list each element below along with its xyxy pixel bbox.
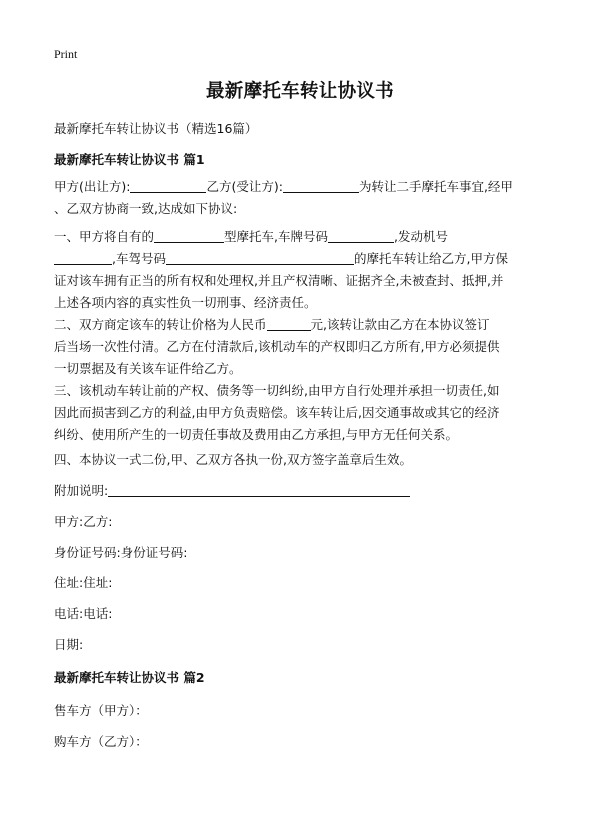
clause-1-row-2 [54, 248, 554, 270]
date-line: 日期: [54, 637, 84, 652]
clause-2-part-b: 元,该转让款由乙方在本协议签订 [310, 317, 490, 332]
addresses-line: 住址:住址: [54, 575, 113, 590]
clause-1-part-e: 的摩托车转让给乙方,甲方保 [353, 251, 508, 266]
clause-3-row-3: 纠纷、使用所产生的一切责任事故及费用由乙方承担,与甲方无任何关系。 [54, 427, 458, 442]
clause-1-row-3: 证对该车拥有正当的所有权和处理权,并且产权清晰、证据齐全,未被查封、抵押,并 [54, 273, 504, 288]
clause-4: 四、本协议一式二份,甲、乙双方各执一份,双方签字盖章后生效。 [54, 452, 412, 467]
clause-2-part-a: 二、双方商定该车的转让价格为人民币 [54, 317, 267, 332]
plate-number-blank [328, 229, 394, 243]
additional-note-label: 附加说明: [54, 483, 109, 498]
id-numbers-line: 身份证号码:身份证号码: [54, 545, 188, 560]
clause-1-part-a: 一、甲方将自有的 [54, 229, 155, 244]
clause-1 [54, 226, 554, 314]
additional-note-blank [108, 483, 410, 497]
parties-row-2: 、乙双方协商一致,达成如下协议: [54, 201, 238, 216]
engine-number-blank [54, 251, 112, 265]
party-b-label: 乙方(受让方): [206, 179, 283, 194]
party-a-blank [130, 179, 206, 193]
clause-3 [54, 380, 554, 446]
seller-line: 售车方（甲方）： [54, 703, 148, 718]
clause-3-row-2: 因此而损害到乙方的利益,由甲方负责赔偿。该车转让后,因交通事故或其它的经济 [54, 405, 500, 420]
party-b-blank [283, 179, 359, 193]
section-heading-2: 最新摩托车转让协议书 篇2 [54, 670, 205, 685]
price-blank [267, 317, 311, 331]
clause-2 [54, 314, 554, 380]
clause-2-row-1 [54, 314, 554, 336]
parties-paragraph [54, 176, 554, 220]
clause-1-row-1 [54, 226, 554, 248]
document-subtitle: 最新摩托车转让协议书（精选16篇） [54, 121, 258, 136]
model-blank [154, 229, 224, 243]
frame-number-blank [166, 251, 354, 265]
phones-line: 电话:电话: [54, 606, 113, 621]
document-title: 最新摩托车转让协议书 [205, 81, 394, 102]
clause-1-part-d: ,车驾号码 [112, 251, 166, 266]
print-label: Print [54, 47, 78, 61]
clause-1-row-4: 上述各项内容的真实性负一切刑事、经济责任。 [54, 295, 317, 310]
section-heading-1: 最新摩托车转让协议书 篇1 [54, 152, 205, 167]
additional-note-row [54, 482, 410, 499]
clause-1-part-b: 型摩托车,车牌号码 [224, 229, 328, 244]
clause-3-row-1: 三、该机动车转让前的产权、债务等一切纠纷,由甲方自行处理并承担一切责任,如 [54, 383, 500, 398]
clause-1-part-c: ,发动机号 [394, 229, 448, 244]
party-a-label: 甲方(出让方): [54, 179, 131, 194]
parties-purpose: 为转让二手摩托车事宜,经甲 [358, 179, 513, 194]
clause-2-row-3: 一切票据及有关该车证件给乙方。 [54, 361, 242, 376]
signature-parties: 甲方:乙方: [54, 514, 113, 529]
clause-2-row-2: 后当场一次性付清。乙方在付清款后,该机动车的产权即归乙方所有,甲方必须提供 [54, 339, 500, 354]
buyer-line: 购车方（乙方）： [54, 734, 148, 749]
parties-row-1 [54, 176, 554, 198]
